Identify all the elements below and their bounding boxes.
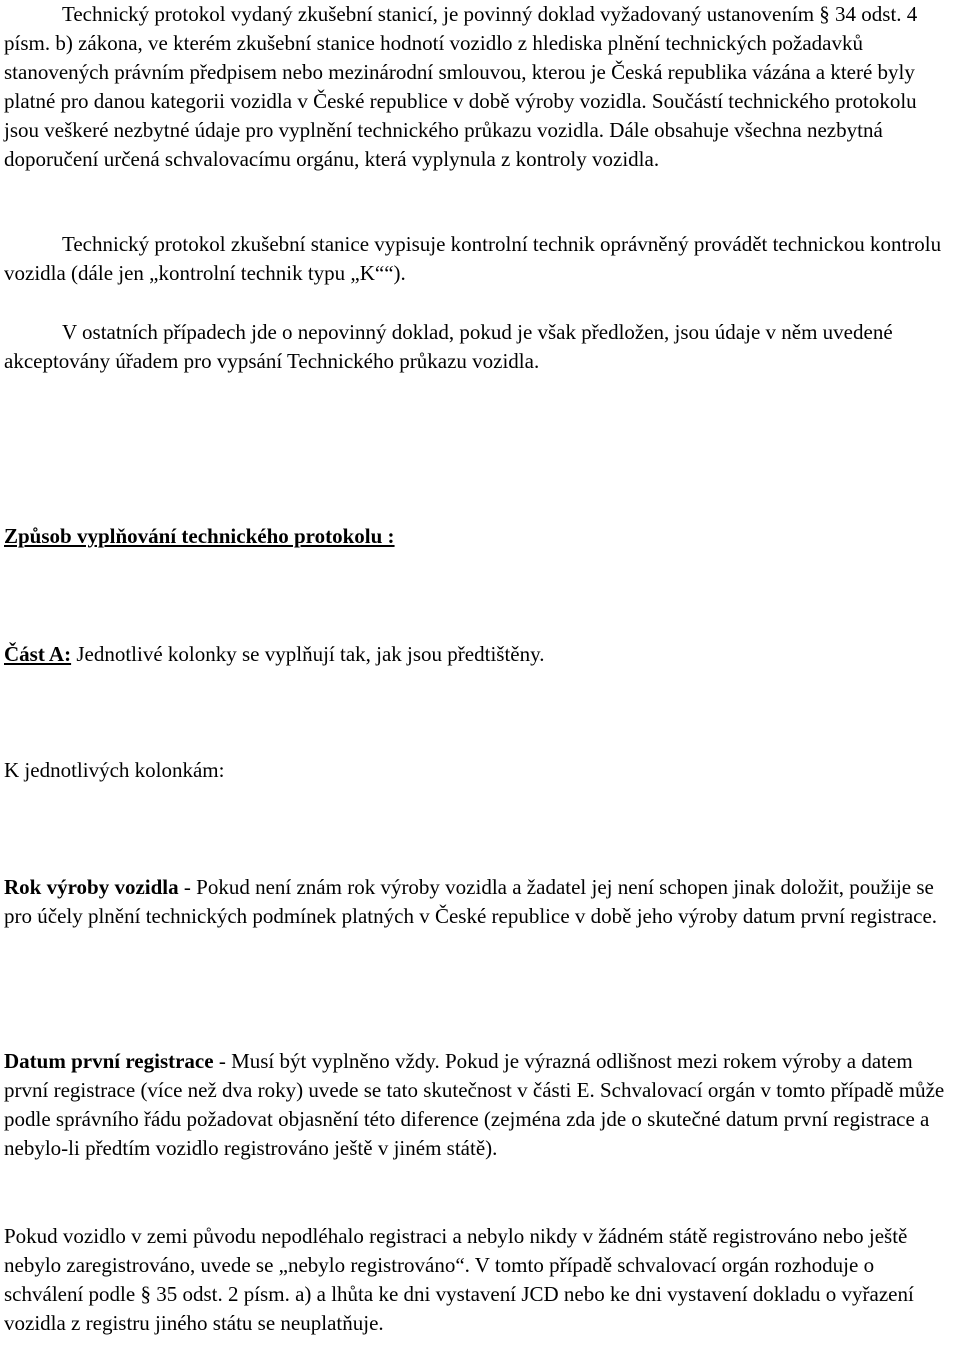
- rok-vyroby-label: Rok výroby vozidla: [4, 875, 179, 899]
- unregistered-paragraph: [4, 1222, 956, 1338]
- rok-vyroby-text: - Pokud není znám rok výroby vozidla a žadatel jej není schopen jinak doložit, použije se pro účely plnění technických podmínek platných v České republice v době jeho výroby datum první registrace.: [4, 875, 938, 928]
- intro-paragraph-3: V ostatních případech jde o nepovinný doklad, pokud je však předložen, jsou údaje v něm uvedené akceptovány úřadem pro vypsání Technického průkazu vozidla.: [4, 320, 893, 373]
- unregistered-text-a: Pokud vozidlo v zemi původu nepodléhalo registraci a nebylo nikdy v žádném státě registrováno nebo ještě nebylo zaregistrováno, uvede se „nebylo registrováno“. V tomto případě schvalovací orgán rozhoduje o schválení podle: [4, 1224, 908, 1306]
- section-sign-2: §: [140, 1282, 151, 1306]
- part-a-label: Část A:: [4, 642, 72, 666]
- unregistered-text-b: 35 odst. 2 písm. a) a lhůta ke dni vystavení JCD nebo ke dni vystavení dokladu o vyřazení vozidla z registru jiného státu se neuplatňuje.: [4, 1282, 914, 1335]
- datum-registrace-text: - Musí být vyplněno vždy. Pokud je výrazná odlišnost mezi rokem výroby a datem první registrace (více než dva roky) uvede se tato skutečnost v části E. Schvalovací orgán v tomto případě může podle správního řádu požadovat objasnění této diference (zejména zda jde o skutečné datum první registrace a nebylo-li předtím vozidlo registrováno ještě v jiném státě).: [4, 1049, 945, 1160]
- rok-vyroby-paragraph: [4, 873, 956, 931]
- part-a-paragraph: [4, 640, 956, 669]
- datum-registrace-paragraph: [4, 1047, 956, 1163]
- part-a-text: Jednotlivé kolonky se vyplňují tak, jak jsou předtištěny.: [71, 642, 545, 666]
- intro-paragraph-2: Technický protokol zkušební stanice vypisuje kontrolní technik oprávněný provádět technickou kontrolu vozidla (dále jen „kontrolní technik typu „K““).: [4, 232, 942, 285]
- section-heading: [4, 522, 956, 551]
- datum-registrace-label: Datum první registrace: [4, 1049, 214, 1073]
- heading-text: Způsob vyplňování technického protokolu :: [4, 524, 395, 548]
- section-sign: §: [819, 2, 830, 26]
- intro-text-b: 34 odst. 4 písm. b) zákona, ve kterém zkušební stanice hodnotí vozidlo z hlediska plnění technických požadavků stanovených právním předpisem nebo mezinárodní smlouvou, kterou je Česká republika vázána a které byly platné pro danou kategorii vozidla v České republice v době výroby vozidla. Součástí technického protokolu jsou veškeré nezbytné údaje pro vyplnění technického průkazu vozidla. Dále obsahuje všechna nezbytná doporučení určená schvalovacímu orgánu, která vyplynula z kontroly vozidla.: [4, 2, 918, 171]
- intro-text-a: Technický protokol vydaný zkušební stanicí, je povinný doklad vyžadovaný ustanovením: [62, 2, 820, 26]
- columns-intro: K jednotlivých kolonkám:: [4, 758, 225, 782]
- intro-paragraph-1: [4, 0, 956, 174]
